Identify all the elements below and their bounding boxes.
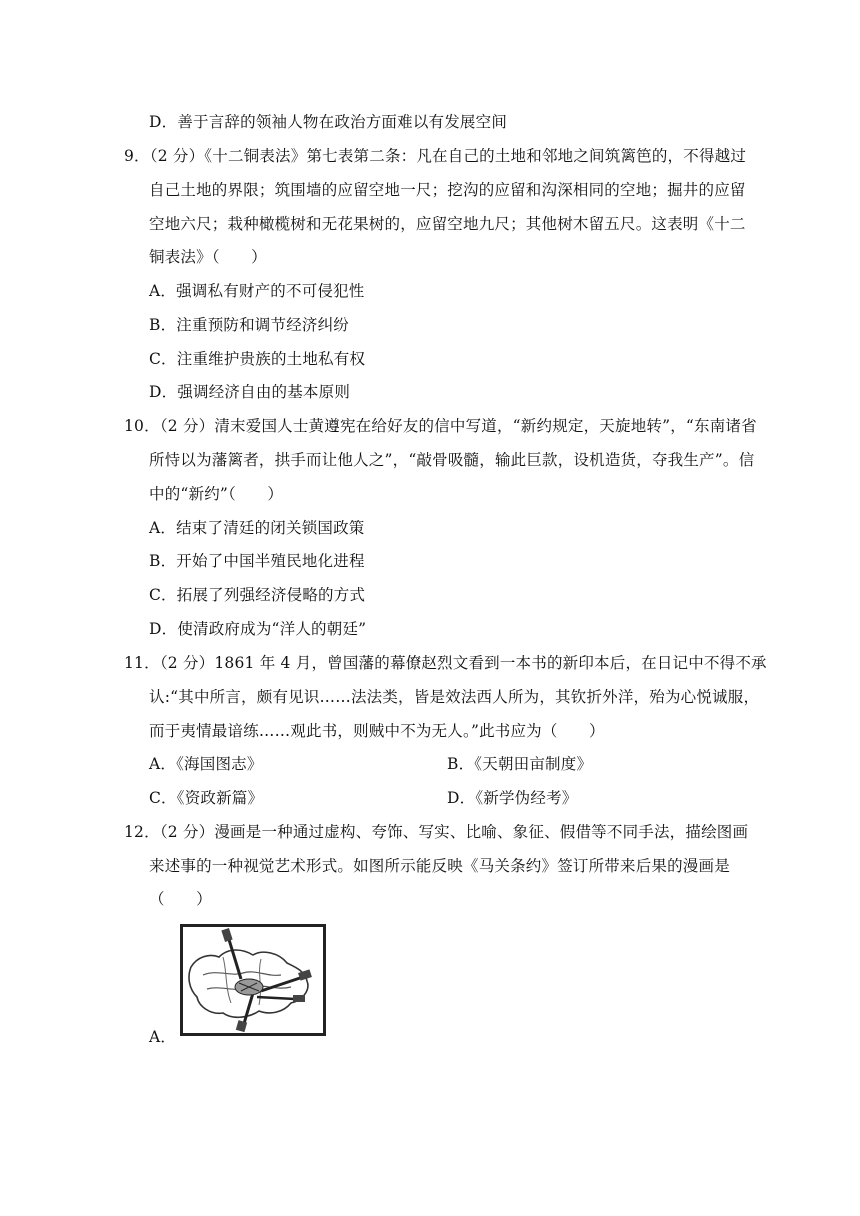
q11-stem-line-2: 认:“其中所言，颇有见识……法法类，皆是效法西人所为，其钦折外洋，殆为心悦诚服， bbox=[149, 688, 760, 706]
q11-stem-line-1: 11．（2 分）1861 年 4 月，曾国藩的幕僚赵烈文看到一本书的新印本后，在日记中不得不承 bbox=[124, 654, 767, 672]
q9-stem-line-3: 空地六尺；栽种橄榄树和无花果树的，应留空地九尺；其他树木留五尺。这表明《十二 bbox=[149, 215, 746, 233]
q9-option-a: A．强调私有财产的不可侵犯性 bbox=[149, 282, 365, 300]
q9-option-d: D．强调经济自由的基本原则 bbox=[149, 383, 351, 401]
q9-stem-line-2: 自己土地的界限；筑围墙的应留空地一尺；挖沟的应留和沟深相同的空地；掘井的应留 bbox=[149, 181, 746, 199]
q10-option-a: A．结束了清廷的闭关锁国政策 bbox=[149, 519, 365, 537]
q10-stem-line-1: 10．（2 分）清末爱国人士黄遵宪在给好友的信中写道，“新约规定，天旋地转”，“东南诸省 bbox=[124, 417, 757, 435]
q9-stem-line-1: 9．（2 分）《十二铜表法》第七表第二条：凡在自己的土地和邻地之间筑篱笆的，不得越过 bbox=[124, 147, 747, 165]
q11-option-a: A．《海国图志》 bbox=[149, 755, 263, 773]
q12-stem-line-2: 来述事的一种视觉艺术形式。如图所示能反映《马关条约》签订所带来后果的漫画是 bbox=[149, 857, 730, 875]
q10-option-b: B．开始了中国半殖民地化进程 bbox=[149, 552, 365, 570]
q11-option-b: B．《天朝田亩制度》 bbox=[447, 755, 593, 773]
q12-stem-line-1: 12．（2 分）漫画是一种通过虚构、夸饰、写实、比喻、象征、假借等不同手法，描绘图画 bbox=[124, 823, 749, 841]
q10-stem-line-2: 所恃以为藩篱者，拱手而让他人之”，“敲骨吸髓，输此巨款，设机造货，夺我生产”。信 bbox=[149, 451, 755, 469]
q11-stem-line-3: 而于夷情最谙练……观此书，则贼中不为无人。”此书应为（ ） bbox=[149, 722, 605, 740]
q12-stem-line-3: （ ） bbox=[149, 890, 212, 908]
q10-option-d: D．使清政府成为“洋人的朝廷” bbox=[149, 620, 367, 638]
q10-option-c: C．拓展了列强经济侵略的方式 bbox=[149, 586, 366, 604]
cartoon-map-image bbox=[180, 924, 326, 1036]
previous-option-d: D．善于言辞的领袖人物在政治方面难以有发展空间 bbox=[149, 113, 508, 131]
q9-option-c: C．注重维护贵族的土地私有权 bbox=[149, 350, 366, 368]
q9-option-b: B．注重预防和调节经济纠纷 bbox=[149, 316, 349, 334]
q11-option-d: D．《新学伪经考》 bbox=[447, 789, 578, 807]
q10-stem-line-3: 中的“新约”（ ） bbox=[149, 485, 284, 503]
q9-stem-line-4: 铜表法》（ ） bbox=[149, 248, 267, 266]
q11-option-c: C．《资政新篇》 bbox=[149, 789, 264, 807]
q12-option-a-label: A． bbox=[149, 1028, 177, 1046]
